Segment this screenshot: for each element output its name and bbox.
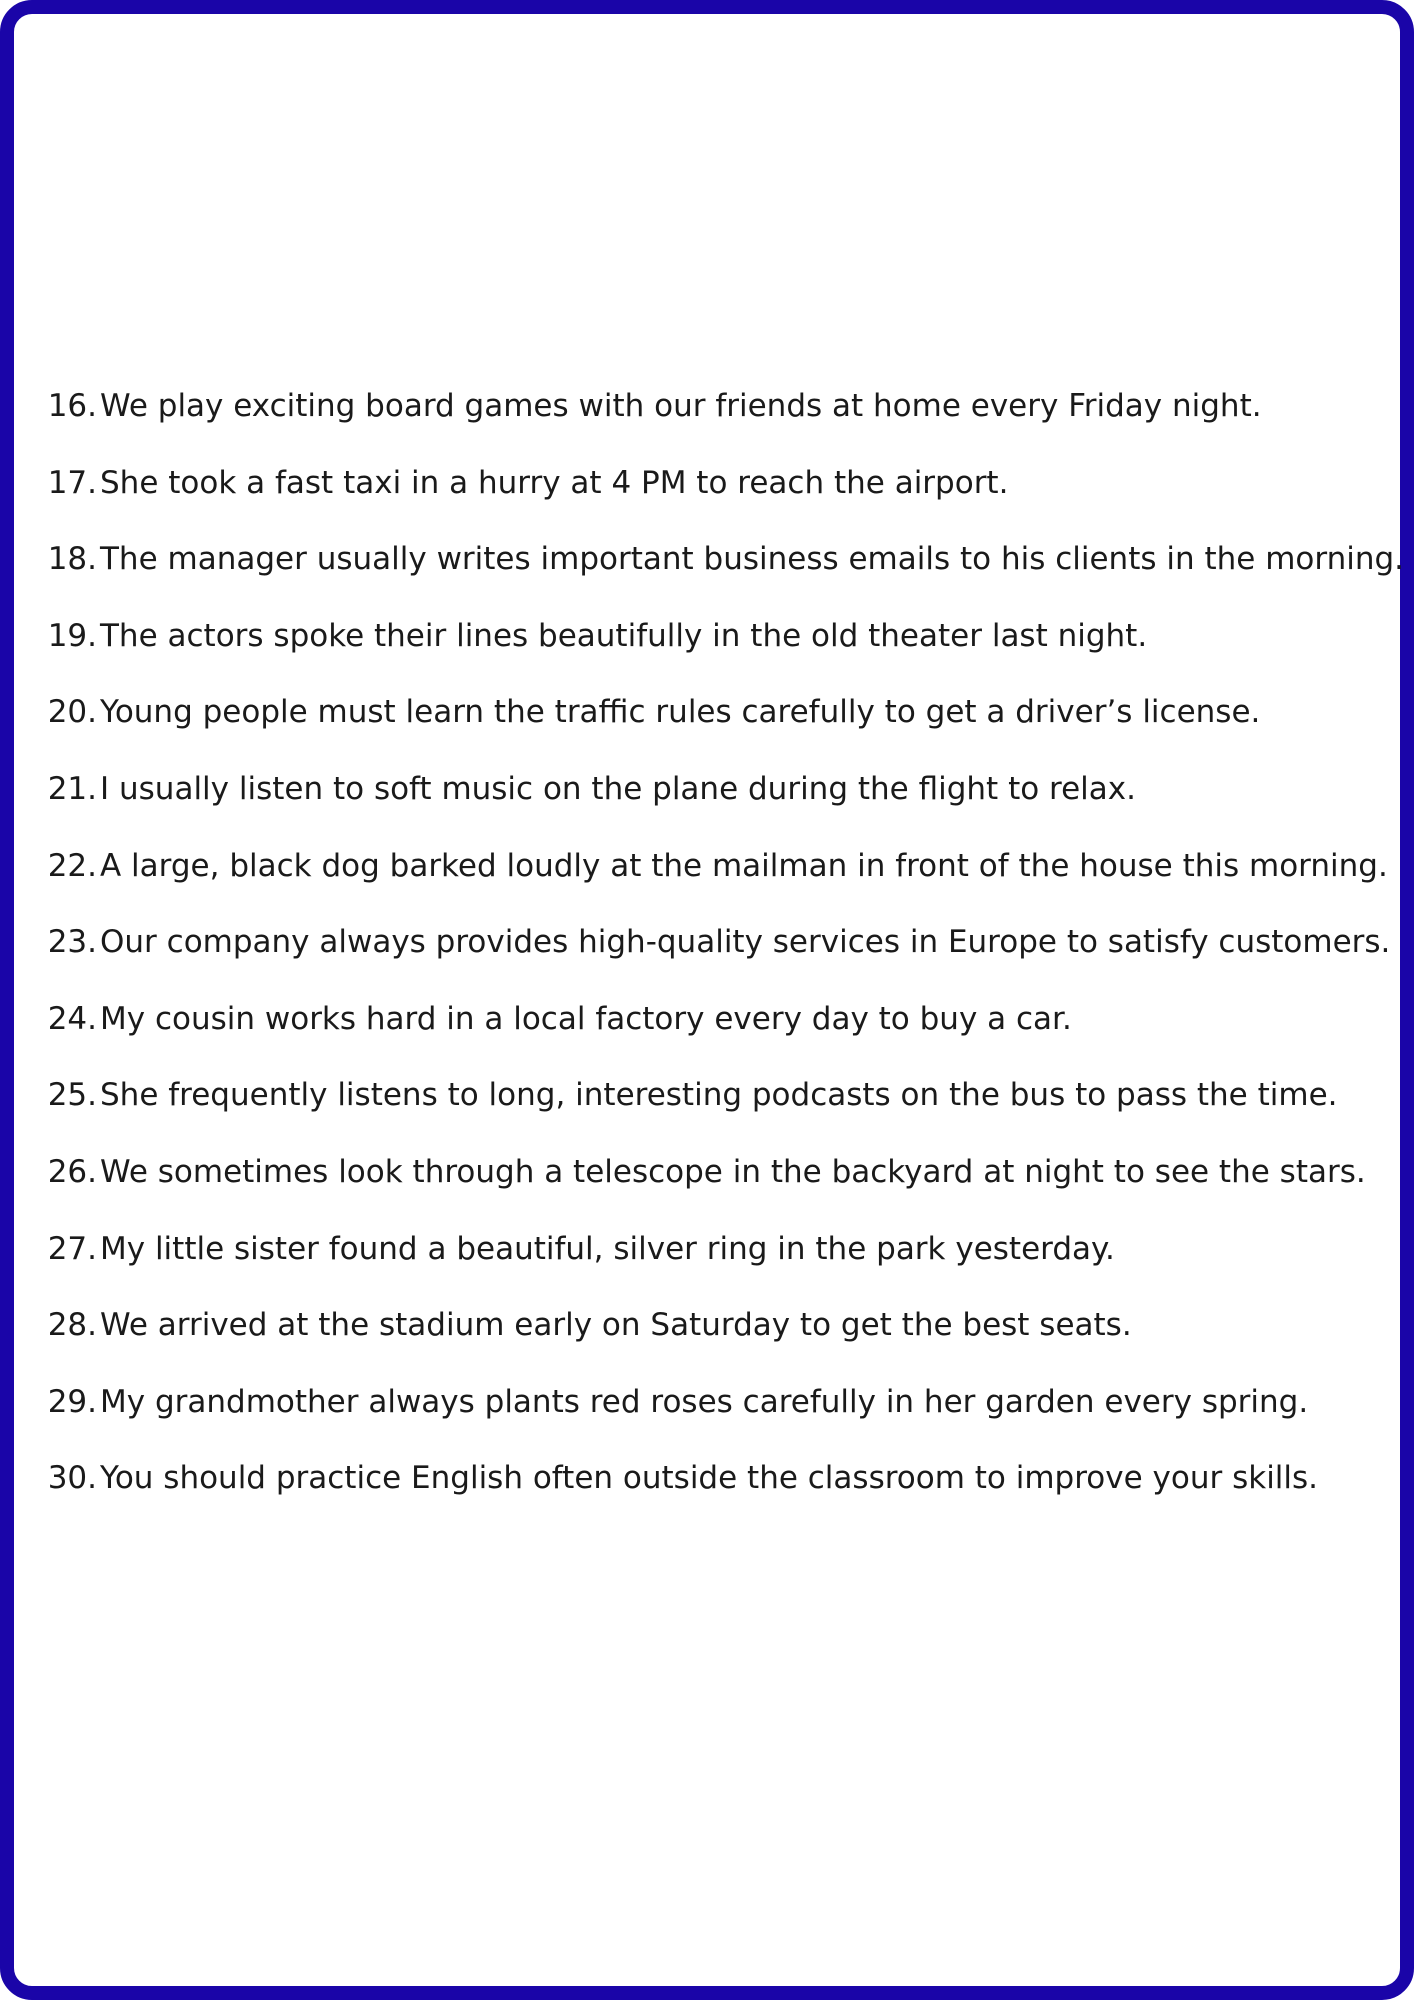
item-text: The manager usually writes important business emails to his clients in the morning.: [100, 541, 1405, 578]
item-number: 20.: [47, 694, 97, 731]
item-number: 23.: [47, 924, 97, 961]
item-number: 16.: [47, 388, 97, 424]
item-number: 21.: [47, 770, 97, 807]
item-number: 19.: [47, 617, 97, 654]
item-number: 17.: [47, 464, 97, 501]
list-item: [0, 1134, 1400, 1211]
list-item: [0, 445, 1400, 522]
item-number: 30.: [47, 1460, 97, 1497]
item-text: We arrived at the stadium early on Saturday to get the best seats.: [100, 1307, 1132, 1344]
list-item: [0, 674, 1400, 751]
item-number: 28.: [47, 1307, 97, 1344]
item-number: 26.: [47, 1153, 97, 1190]
item-text: The actors spoke their lines beautifully in the old theater last night.: [100, 617, 1148, 654]
item-text: I usually listen to soft music on the plane during the flight to relax.: [100, 770, 1136, 807]
item-text: You should practice English often outside the classroom to improve your skills.: [100, 1460, 1319, 1497]
item-text: Our company always provides high-quality services in Europe to satisfy customers.: [100, 924, 1391, 961]
item-number: 18.: [47, 541, 97, 578]
list-item: [0, 1057, 1400, 1134]
list-item: [0, 981, 1400, 1058]
item-number: 22.: [47, 847, 97, 884]
item-number: 27.: [47, 1230, 97, 1267]
item-text: Young people must learn the traffic rules carefully to get a driver’s license.: [100, 694, 1261, 731]
item-text: A large, black dog barked loudly at the mailman in front of the house this morning.: [100, 847, 1388, 884]
list-item: [0, 1440, 1400, 1517]
item-number: 24.: [47, 1000, 97, 1037]
item-number: 29.: [47, 1383, 97, 1420]
item-text: My grandmother always plants red roses carefully in her garden every spring.: [100, 1383, 1309, 1420]
list-item: [0, 828, 1400, 905]
item-text: We sometimes look through a telescope in the backyard at night to see the stars.: [100, 1153, 1366, 1190]
list-item: [0, 1287, 1400, 1364]
list-item: [0, 598, 1400, 675]
list-item: [0, 368, 1400, 445]
item-text: She took a fast taxi in a hurry at 4 PM to reach the airport.: [100, 464, 1009, 501]
list-item: [0, 751, 1400, 828]
item-text: My cousin works hard in a local factory every day to buy a car.: [100, 1000, 1072, 1037]
list-item: [0, 904, 1400, 981]
item-text: We play exciting board games with our friends at home every Friday night.: [100, 388, 1262, 424]
item-text: She frequently listens to long, interesting podcasts on the bus to pass the time.: [100, 1077, 1338, 1114]
item-number: 25.: [47, 1077, 97, 1114]
item-text: My little sister found a beautiful, silver ring in the park yesterday.: [100, 1230, 1115, 1267]
sentence-list: [0, 368, 1405, 1517]
list-item: [0, 521, 1405, 598]
list-item: [0, 1211, 1400, 1288]
list-item: [0, 1364, 1400, 1441]
